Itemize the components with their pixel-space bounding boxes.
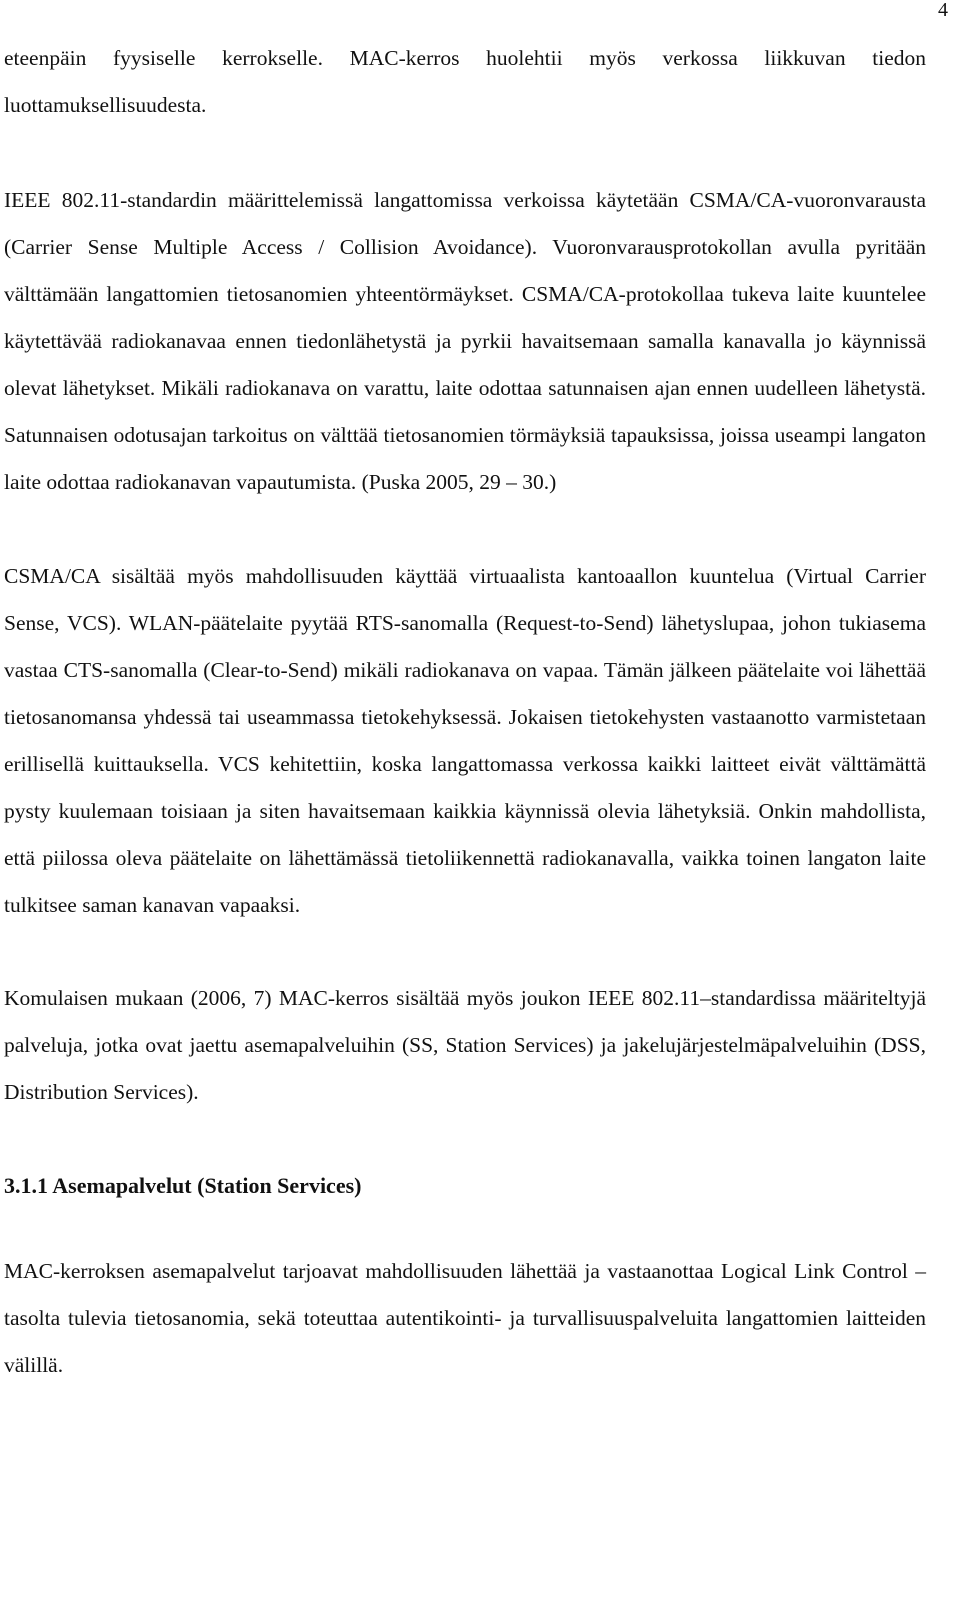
paragraph-mac-services: Komulaisen mukaan (2006, 7) MAC-kerros sisältää myös joukon IEEE 802.11–standardissa määriteltyjä palveluja, jotka ovat jaettu asemapalveluihin (SS, Station Services) ja jakelujärjestelmäpalveluihin (DSS, Distribution Services). bbox=[4, 986, 926, 1104]
page-number: 4 bbox=[938, 0, 948, 21]
paragraph-csma-ca: IEEE 802.11-standardin määrittelemissä langattomissa verkoissa käytetään CSMA/CA-vuoronvarausta (Carrier Sense Multiple Access / Collision Avoidance). Vuoronvarausprotokollan avulla pyritään välttämään langattomien tietosanomien yhteentörmäykset. CSMA/CA-protokollaa tukeva laite kuuntelee käytettävää radiokanavaa ennen tiedonlähetystä ja pyrkii havaitsemaan samalla kanavalla jo käynnissä olevat lähetykset. Mikäli radiokanava on varattu, laite odottaa satunnaisen ajan ennen uudelleen lähetystä. Satunnaisen odotusajan tarkoitus on välttää tietosanomien törmäyksiä tapauksissa, joissa useampi langaton laite odottaa radiokanavan vapautumista. (Puska 2005, 29 – 30.) bbox=[4, 188, 926, 494]
section-heading-station-services: 3.1.1 Asemapalvelut (Station Services) bbox=[4, 1173, 362, 1198]
paragraph-station-services: MAC-kerroksen asemapalvelut tarjoavat mahdollisuuden lähettää ja vastaanottaa Logical Link Control –tasolta tulevia tietosanomia, sekä toteuttaa autentikointi- ja turvallisuuspalveluita langattomien laitteiden välillä. bbox=[4, 1259, 926, 1377]
paragraph-mac-layer-intro: eteenpäin fyysiselle kerrokselle. MAC-kerros huolehtii myös verkossa liikkuvan tiedon luottamuksellisuudesta. bbox=[4, 46, 926, 117]
document-body bbox=[4, 35, 926, 1389]
paragraph-virtual-carrier-sense: CSMA/CA sisältää myös mahdollisuuden käyttää virtuaalista kantoaallon kuuntelua (Virtual Carrier Sense, VCS). WLAN-päätelaite pyytää RTS-sanomalla (Request-to-Send) lähetyslupaa, johon tukiasema vastaa CTS-sanomalla (Clear-to-Send) mikäli radiokanava on vapaa. Tämän jälkeen päätelaite voi lähettää tietosanomansa yhdessä tai useammassa tietokehyksessä. Jokaisen tietokehysten vastaanotto varmistetaan erillisellä kuittauksella. VCS kehitettiin, koska langattomassa verkossa kaikki laitteet eivät välttämättä pysty kuulemaan toisiaan ja siten havaitsemaan kaikkia käynnissä olevia lähetyksiä. Onkin mahdollista, että piilossa oleva päätelaite on lähettämässä tietoliikennettä radiokanavalla, vaikka toinen langaton laite tulkitsee saman kanavan vapaaksi. bbox=[4, 564, 926, 917]
